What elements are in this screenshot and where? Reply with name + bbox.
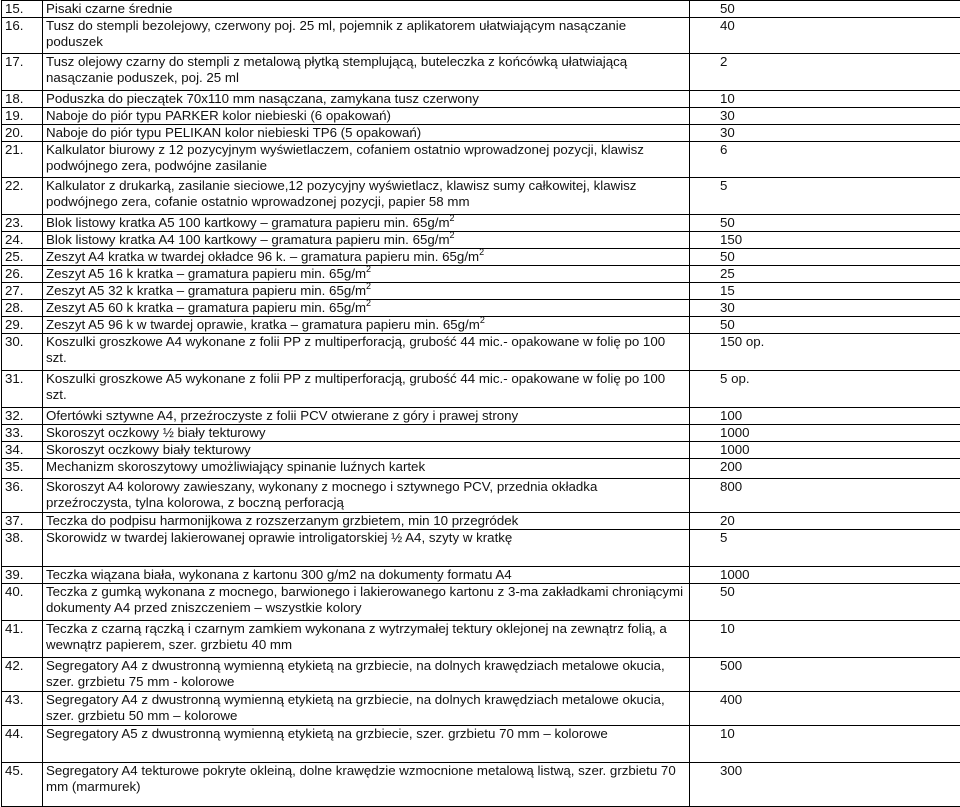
item-description-text: Pisaki czarne średnie (46, 1, 172, 16)
table-row (2, 54, 960, 91)
item-description (43, 178, 690, 215)
item-quantity: 150 op. (690, 334, 960, 371)
item-description-text: Mechanizm skoroszytowy umożliwiający spinanie luźnych kartek (46, 459, 425, 474)
item-description-text: Segregatory A4 z dwustronną wymienną etykietą na grzbiecie, na dolnych krawędziach metalowe okucia, szer. grzbietu 75 mm - kolorowe (46, 658, 665, 689)
item-description (43, 317, 690, 334)
item-description-text: Koszulki groszkowe A5 wykonane z folii PP z multiperforacją, grubość 44 mic.- opakowane w folię po 100 szt. (46, 371, 665, 402)
item-description-text: Zeszyt A4 kratka w twardej okładce 96 k. – gramatura papieru min. 65g/m (46, 249, 479, 264)
item-quantity: 25 (690, 266, 960, 283)
table-row (2, 334, 960, 371)
item-quantity: 5 (690, 178, 960, 215)
table-row (2, 479, 960, 513)
item-quantity: 10 (690, 726, 960, 763)
item-quantity: 400 (690, 692, 960, 726)
item-number: 42. (2, 658, 43, 692)
item-quantity: 1000 (690, 442, 960, 459)
item-number: 28. (2, 300, 43, 317)
table-row (2, 584, 960, 621)
item-quantity: 800 (690, 479, 960, 513)
item-quantity: 300 (690, 763, 960, 807)
item-number: 22. (2, 178, 43, 215)
item-number: 45. (2, 763, 43, 807)
item-description-text: Naboje do piór typu PARKER kolor niebieski (6 opakowań) (46, 108, 391, 123)
item-description-text: Teczka z gumką wykonana z mocnego, barwionego i lakierowanego kartonu z 3-ma zakładkami chroniącymi dokumenty A4 przed zniszczeniem – wszystkie kolory (46, 584, 683, 615)
item-quantity: 500 (690, 658, 960, 692)
item-description (43, 18, 690, 54)
item-number: 20. (2, 125, 43, 142)
item-description-text: Teczka z czarną rączką i czarnym zamkiem wykonana z wytrzymałej tektury oklejonej na zewnątrz folią, a wewnątrz papierem, szer. grzbietu 40 mm (46, 621, 667, 652)
item-quantity: 5 (690, 530, 960, 567)
item-number: 24. (2, 232, 43, 249)
item-quantity: 15 (690, 283, 960, 300)
item-description-text: Tusz do stempli bezolejowy, czerwony poj. 25 ml, pojemnik z aplikatorem ułatwiającym nasączanie poduszek (46, 18, 626, 49)
item-quantity: 10 (690, 621, 960, 658)
table-row (2, 178, 960, 215)
item-description (43, 621, 690, 658)
table-row (2, 459, 960, 479)
unit-superscript: 2 (366, 283, 371, 291)
item-description-text: Skoroszyt A4 kolorowy zawieszany, wykonany z mocnego i sztywnego PCV, przednia okładka przeźroczysta, tylna kolorowa, z boczną perforacją (46, 479, 597, 510)
item-number: 30. (2, 334, 43, 371)
table-row (2, 232, 960, 249)
table-row (2, 125, 960, 142)
item-quantity: 50 (690, 215, 960, 232)
table-row (2, 530, 960, 567)
item-description (43, 300, 690, 317)
item-quantity: 30 (690, 125, 960, 142)
item-quantity: 50 (690, 249, 960, 266)
table-row (2, 692, 960, 726)
item-number: 29. (2, 317, 43, 334)
item-description (43, 91, 690, 108)
item-description-text: Segregatory A4 tekturowe pokryte okleiną, dolne krawędzie wzmocnione metalową listwą, szer. grzbietu 70 mm (marmurek) (46, 763, 676, 794)
item-quantity: 5 op. (690, 371, 960, 408)
unit-superscript: 2 (480, 317, 485, 325)
item-description (43, 584, 690, 621)
unit-superscript: 2 (366, 266, 371, 274)
item-description-text: Skorowidz w twardej lakierowanej oprawie introligatorskiej ½ A4, szyty w kratkę (46, 530, 512, 545)
item-description (43, 479, 690, 513)
item-description-text: Zeszyt A5 96 k w twardej oprawie, kratka – gramatura papieru min. 65g/m (46, 317, 480, 332)
item-number: 44. (2, 726, 43, 763)
table-row (2, 142, 960, 178)
item-description-text: Skoroszyt oczkowy ½ biały tekturowy (46, 425, 265, 440)
item-quantity: 2 (690, 54, 960, 91)
item-description (43, 232, 690, 249)
table-row (2, 567, 960, 584)
item-number: 33. (2, 425, 43, 442)
unit-superscript: 2 (479, 249, 484, 257)
item-description (43, 726, 690, 763)
item-description-text: Teczka wiązana biała, wykonana z kartonu 300 g/m2 na dokumenty formatu A4 (46, 567, 512, 582)
item-description (43, 459, 690, 479)
item-description (43, 658, 690, 692)
item-description-text: Zeszyt A5 60 k kratka – gramatura papieru min. 65g/m (46, 300, 366, 315)
item-description (43, 442, 690, 459)
item-number: 38. (2, 530, 43, 567)
table-row (2, 726, 960, 763)
item-number: 37. (2, 513, 43, 530)
item-description (43, 530, 690, 567)
item-quantity: 30 (690, 300, 960, 317)
table-row (2, 371, 960, 408)
unit-superscript: 2 (366, 300, 371, 308)
item-quantity: 1000 (690, 567, 960, 584)
item-description-text: Blok listowy kratka A4 100 kartkowy – gramatura papieru min. 65g/m (46, 232, 450, 247)
item-number: 25. (2, 249, 43, 266)
item-description-text: Zeszyt A5 32 k kratka – gramatura papieru min. 65g/m (46, 283, 366, 298)
item-number: 35. (2, 459, 43, 479)
table-row (2, 283, 960, 300)
item-description (43, 425, 690, 442)
item-number: 34. (2, 442, 43, 459)
table-row (2, 442, 960, 459)
item-number: 21. (2, 142, 43, 178)
item-description-text: Naboje do piór typu PELIKAN kolor niebieski TP6 (5 opakowań) (46, 125, 421, 140)
item-number: 19. (2, 108, 43, 125)
item-description (43, 408, 690, 425)
item-description (43, 249, 690, 266)
table-row (2, 425, 960, 442)
item-number: 16. (2, 18, 43, 54)
item-number: 27. (2, 283, 43, 300)
table-row (2, 266, 960, 283)
item-description (43, 54, 690, 91)
table-row (2, 1, 960, 18)
table-row (2, 91, 960, 108)
item-description-text: Blok listowy kratka A5 100 kartkowy – gramatura papieru min. 65g/m (46, 215, 450, 230)
item-number: 23. (2, 215, 43, 232)
item-description-text: Kalkulator biurowy z 12 pozycyjnym wyświetlaczem, cofaniem ostatnio wprowadzonej pozycji, klawisz podwójnego zera, podwójne zasilanie (46, 142, 644, 173)
item-quantity: 6 (690, 142, 960, 178)
table-row (2, 317, 960, 334)
table-row (2, 763, 960, 807)
item-description-text: Segregatory A4 z dwustronną wymienną etykietą na grzbiecie, na dolnych krawędziach metalowe okucia, szer. grzbietu 50 mm – kolorowe (46, 692, 665, 723)
table-row (2, 513, 960, 530)
item-description (43, 371, 690, 408)
table-row (2, 408, 960, 425)
item-description (43, 692, 690, 726)
item-number: 18. (2, 91, 43, 108)
item-quantity: 50 (690, 1, 960, 18)
item-description-text: Tusz olejowy czarny do stempli z metalową płytką stemplującą, buteleczka z końcówką ułatwiającą nasączanie poduszek, poj. 25 ml (46, 54, 627, 85)
item-number: 15. (2, 1, 43, 18)
item-quantity: 1000 (690, 425, 960, 442)
table-row (2, 300, 960, 317)
table-row (2, 108, 960, 125)
item-quantity: 40 (690, 18, 960, 54)
table-row (2, 18, 960, 54)
unit-superscript: 2 (450, 215, 455, 223)
item-description-text: Teczka do podpisu harmonijkowa z rozszerzanym grzbietem, min 10 przegródek (46, 513, 518, 528)
item-description (43, 125, 690, 142)
item-description (43, 567, 690, 584)
item-description (43, 513, 690, 530)
item-description-text: Poduszka do pieczątek 70x110 mm nasączana, zamykana tusz czerwony (46, 91, 479, 106)
item-number: 40. (2, 584, 43, 621)
item-description-text: Segregatory A5 z dwustronną wymienną etykietą na grzbiecie, szer. grzbietu 70 mm – kolorowe (46, 726, 608, 741)
item-description (43, 215, 690, 232)
table-row (2, 658, 960, 692)
item-description-text: Kalkulator z drukarką, zasilanie sieciowe,12 pozycyjny wyświetlacz, klawisz sumy całkowitej, klawisz podwójnego zera, cofanie ostatnio wprowadzonej pozycji, papier 58 mm (46, 178, 636, 209)
item-quantity: 200 (690, 459, 960, 479)
item-description (43, 142, 690, 178)
item-description-text: Koszulki groszkowe A4 wykonane z folii PP z multiperforacją, grubość 44 mic.- opakowane w folię po 100 szt. (46, 334, 665, 365)
item-description-text: Zeszyt A5 16 k kratka – gramatura papieru min. 65g/m (46, 266, 366, 281)
item-quantity: 50 (690, 317, 960, 334)
order-items-table (1, 0, 960, 807)
item-quantity: 10 (690, 91, 960, 108)
item-description (43, 108, 690, 125)
item-number: 36. (2, 479, 43, 513)
item-quantity: 100 (690, 408, 960, 425)
item-number: 39. (2, 567, 43, 584)
item-quantity: 30 (690, 108, 960, 125)
table-row (2, 621, 960, 658)
unit-superscript: 2 (450, 232, 455, 240)
item-description (43, 763, 690, 807)
item-description-text: Skoroszyt oczkowy biały tekturowy (46, 442, 251, 457)
item-description (43, 266, 690, 283)
item-number: 17. (2, 54, 43, 91)
table-row (2, 215, 960, 232)
item-quantity: 150 (690, 232, 960, 249)
item-quantity: 20 (690, 513, 960, 530)
item-quantity: 50 (690, 584, 960, 621)
item-number: 43. (2, 692, 43, 726)
table-row (2, 249, 960, 266)
item-number: 26. (2, 266, 43, 283)
item-number: 32. (2, 408, 43, 425)
item-description (43, 283, 690, 300)
item-number: 41. (2, 621, 43, 658)
item-number: 31. (2, 371, 43, 408)
item-description (43, 334, 690, 371)
item-description (43, 1, 690, 18)
item-description-text: Ofertówki sztywne A4, przeźroczyste z folii PCV otwierane z góry i prawej strony (46, 408, 518, 423)
